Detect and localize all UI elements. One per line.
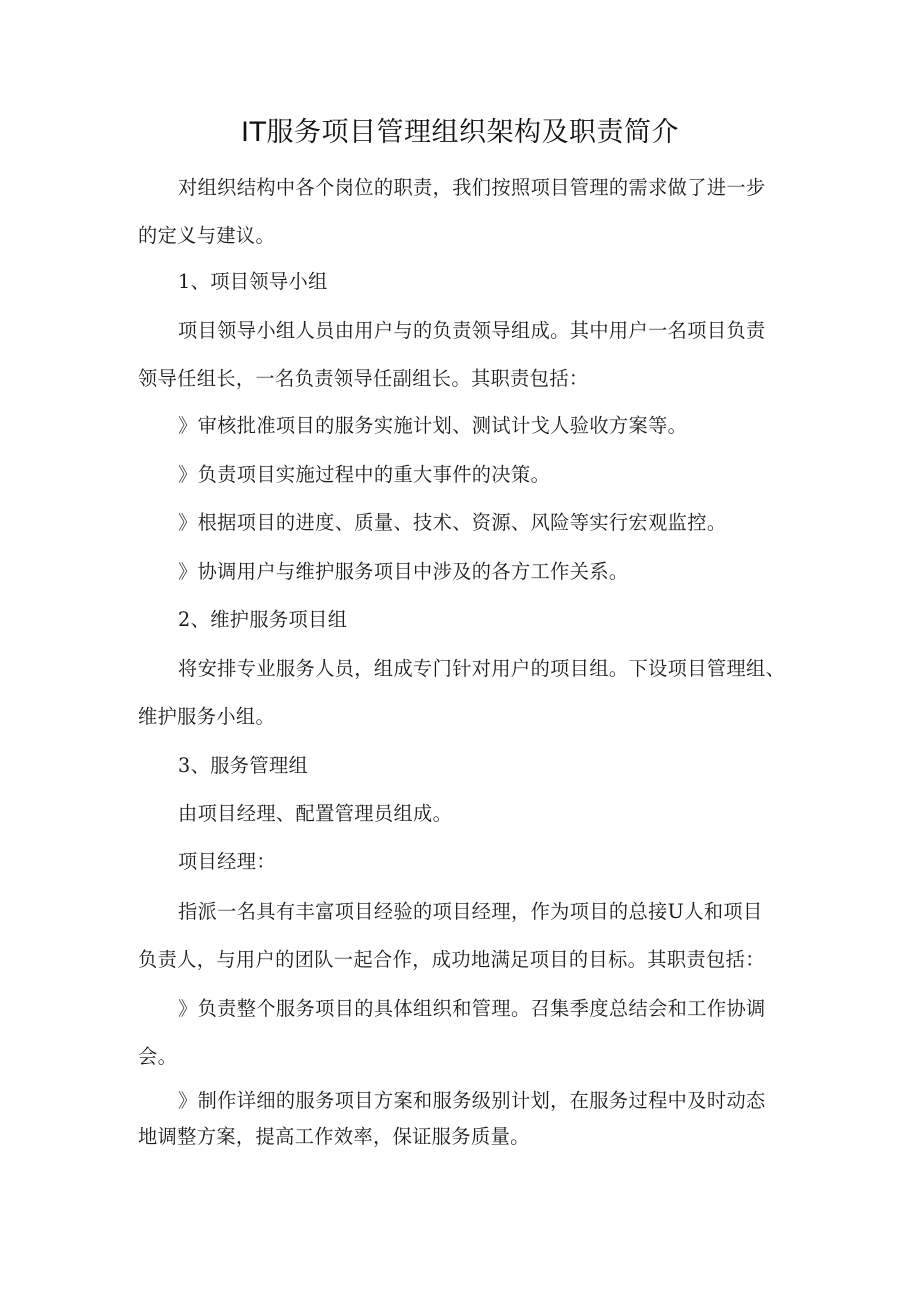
section2-desc-line-2: 维护服务小组。 [138,705,276,728]
intro-line-1: 对组织结构中各个岗位的职责，我们按照项目管理的需求做了进一步 [178,176,766,199]
section2-desc-line-1: 将安排专业服务人员，组成专门针对用户的项目组。下设项目管理组、 [178,657,786,680]
pm-bullet-2 [138,1083,786,1155]
pm-desc-line-2: 负责人，与用户的团队一起合作，成功地满足项目的目标。其职责包括： [138,948,765,971]
project-manager-description [138,888,786,984]
pm-bullet-2-line-2: 地调整方案，提高工作效率，保证服务质量。 [138,1125,530,1148]
section1-bullet-2: 》负责项目实施过程中的重大事件的决策。 [178,463,551,486]
section1-bullet-4: 》协调用户与维护服务项目中涉及的各方工作关系。 [178,560,629,583]
intro-line-2: 的定义与建议。 [138,224,276,247]
pm-bullet-2-line-1: 》制作详细的服务项目方案和服务级别计划，在服务过程中及时动态 [178,1089,766,1112]
section3-heading: 3、服务管理组 [178,754,309,777]
intro-paragraph [138,164,786,260]
pm-desc-line-1: 指派一名具有丰富项目经验的项目经理，作为项目的总接U人和项目 [178,900,763,923]
section2-description [138,645,786,741]
pm-bullet-1 [138,985,786,1081]
section1-bullet-1: 》审核批准项目的服务实施计划、测试计戈人验收方案等。 [178,414,688,437]
pm-bullet-1-line-2: 会。 [138,1045,178,1068]
section1-bullet-3: 》根据项目的进度、质量、技术、资源、风险等实行宏观监控。 [178,511,727,534]
section1-heading: 1、项目领导小组 [178,270,328,293]
section1-desc-line-1: 项目领导小组人员由用户与的负责领导组成。其中用户一名项目负责 [178,319,766,342]
section3-description: 由项目经理、配置管理员组成。 [178,802,453,825]
document-title: IT服务项目管理组织架构及职责简介 [241,117,679,148]
section1-desc-line-2: 领导任组长，一名负责领导任副组长。其职责包括： [138,367,589,390]
pm-bullet-1-line-1: 》负责整个服务项目的具体组织和管理。召集季度总结会和工作协调 [178,997,766,1020]
project-manager-label: 项目经理： [178,850,276,873]
section2-heading: 2、维护服务项目组 [178,608,348,631]
section1-description [138,307,786,403]
